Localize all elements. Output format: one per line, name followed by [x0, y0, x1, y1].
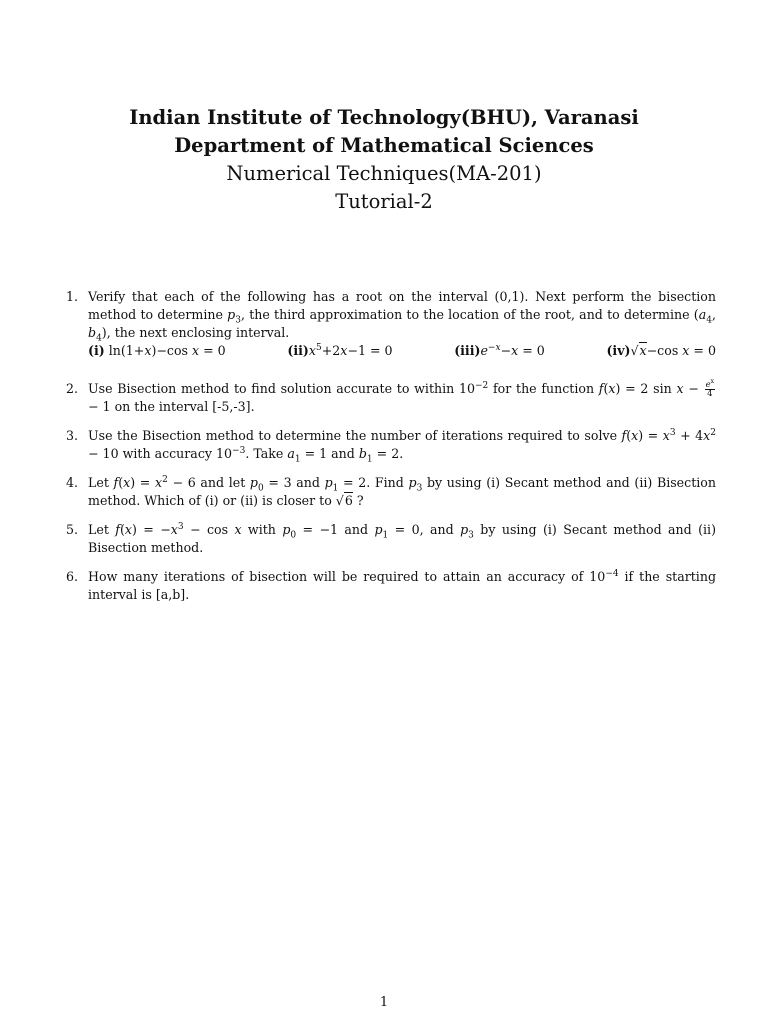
option-ii: $(ii)x^5+2x-1 = 0$: [287, 342, 393, 358]
course-title: Numerical Techniques(MA-201): [226, 162, 542, 185]
option-iii: $(iii)e^{-x}-x = 0$: [454, 342, 545, 358]
problem-text: Let $f(x) = x^2 - 6$ and let $p_0 = 3$ and $p_1 = 2$. Find $p_3$ by using (i) Secant method and (ii) Bisection method. Which of (i) or (ii) is closer to √6 ?: [88, 474, 716, 508]
problem-number: 3.: [66, 428, 79, 443]
problem-number: 4.: [66, 475, 79, 490]
problem-number: 5.: [66, 522, 79, 537]
problem-list: [66, 288, 716, 615]
problem-number: 2.: [66, 381, 79, 396]
problem-1: [66, 288, 716, 360]
tutorial-title: Tutorial-2: [335, 190, 433, 213]
document-header: [0, 104, 768, 216]
problem-2: [66, 380, 716, 416]
equation-options: [88, 342, 716, 360]
problem-text: Verify that each of the following has a root on the interval (0,1). Next perform the bisection method to determine $p_3$, the third approximation to the location of the root, and to determine ($a_4$, $b_4$), the next enclosing interval.: [88, 289, 716, 344]
option-i: (i) ln(1+x)−cos x = 0: [88, 343, 226, 358]
institute-name: Indian Institute of Technology(BHU), Varanasi: [129, 106, 639, 129]
problem-text: Let $f(x) = -x^3 - \cos x$ with $p_0 = -1$ and $p_1 = 0$, and $p_3$ by using (i) Secant method and (ii) Bisection method.: [88, 521, 716, 555]
problem-text: How many iterations of bisection will be required to attain an accuracy of $10^{-4}$ if the starting interval is [a,b].: [88, 568, 717, 602]
problem-5: [66, 521, 716, 557]
page-number: 1: [379, 995, 389, 1010]
problem-number: 1.: [66, 289, 79, 304]
department-name: Department of Mathematical Sciences: [174, 134, 594, 157]
problem-text: Use Bisection method to find solution accurate to within $10^{-2}$ for the function f(x) = 2 sin x − $\frac{e^x}{4}$ − 1 on the interval [-5,-3].: [88, 378, 714, 414]
problem-6: [66, 568, 716, 604]
problem-number: 6.: [66, 569, 79, 584]
option-iv: (iv)√x−cos x = 0: [606, 343, 716, 358]
problem-4: [66, 474, 716, 510]
problem-text: Use the Bisection method to determine the number of iterations required to solve $f(x) = x^3 + 4x^2 - 10$ with accuracy $10^{-3}$. Take $a_1 = 1$ and $b_1 = 2$.: [88, 427, 716, 465]
problem-3: [66, 427, 716, 463]
